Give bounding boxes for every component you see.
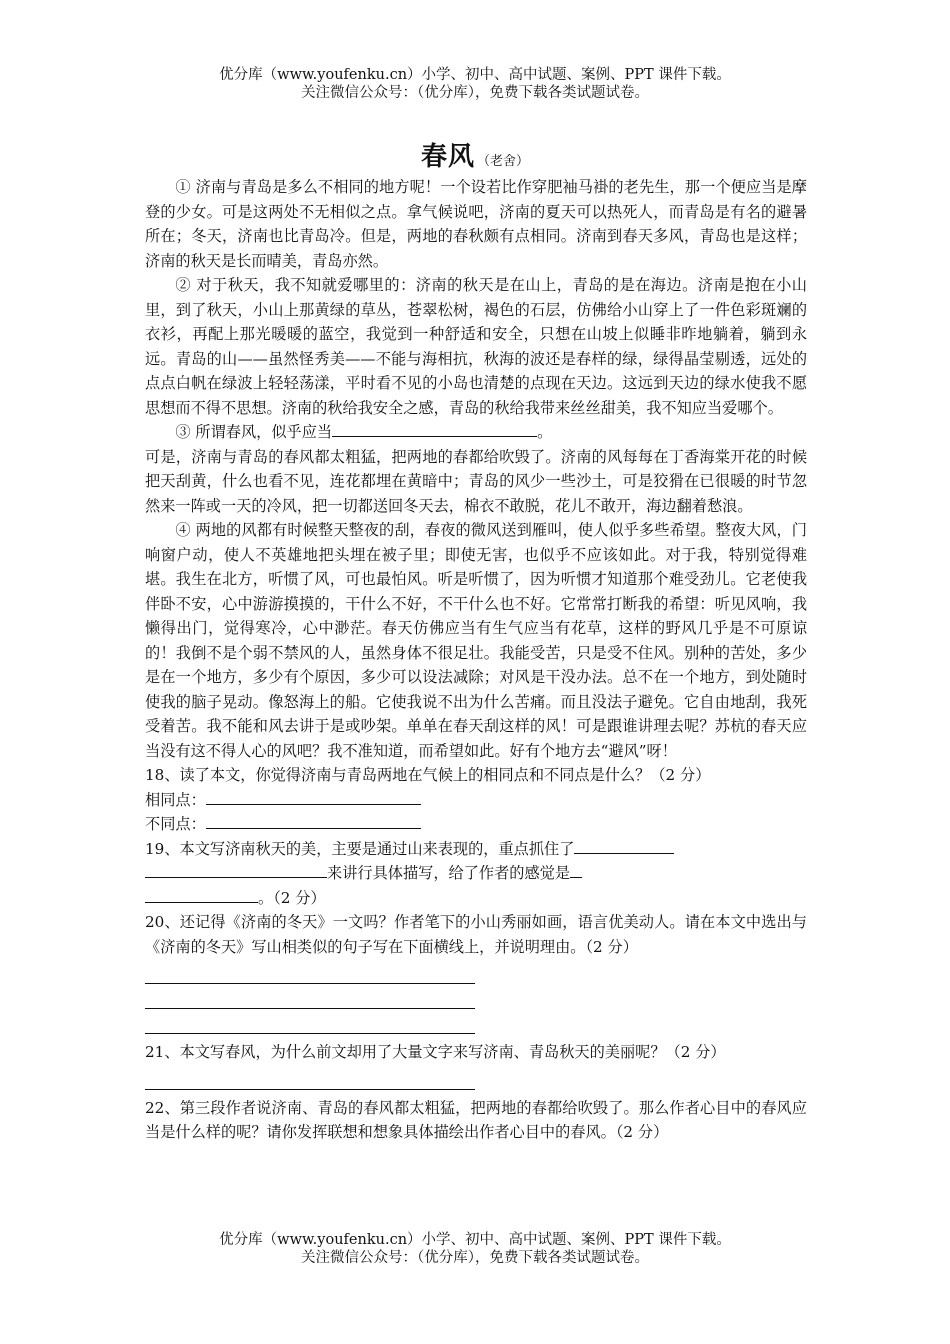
answer-blank[interactable] [332, 420, 537, 437]
paragraph-3-continued: 可是，济南与青岛的春风都太粗猛，把两地的春都给吹毁了。济南的风每每在丁香海棠开花的时候把天刮黄，什么也看不见，连花都埋在黄暗中；青岛的风少一些沙土，可是狡猾在已很暖的时节忽然来一阵或一天的冷风，把一切都送回冬天去，棉衣不敢脱，花儿不敢开，海边翻着愁浪。 [145, 447, 807, 515]
paragraph-1: ① 济南与青岛是多么不相同的地方呢！一个设若比作穿肥袖马褂的老先生，那一个便应当是摩登的少女。可是这两处不无相似之点。拿气候说吧，济南的夏天可以热死人，而青岛是有名的避暑所在；冬天，济南也比青岛冷。但是，两地的春秋颇有点相同。济南到春天多风，青岛也是这样；济南的秋天是长而晴美，青岛亦然。 [145, 178, 807, 270]
header-line-1: 优分库（www.youfenku.cn）小学、初中、高中试题、案例、PPT 课件下载。 [219, 67, 731, 83]
q20-answer-line-2[interactable] [145, 984, 475, 1009]
page-header [0, 66, 950, 102]
q18-same-row [145, 788, 807, 813]
footer-line-1: 优分库（www.youfenku.cn）小学、初中、高中试题、案例、PPT 课件下载。 [219, 1232, 731, 1248]
q18-diff-label: 不同点： [145, 815, 206, 833]
q18-diff-row [145, 812, 807, 837]
q19-blank-2-cont[interactable] [145, 886, 258, 903]
q20-answer-line-3[interactable] [145, 1009, 475, 1034]
footer-line-2: 关注微信公众号：（优分库），免费下载各类试题试卷。 [301, 1250, 649, 1266]
question-19 [145, 837, 807, 911]
q19-blank-1-cont[interactable] [145, 861, 327, 878]
question-21: 21、本文写春风，为什么前文却用了大量文字来写济南、青岛秋天的美丽呢？（2 分） [145, 1043, 726, 1061]
paragraph-3-text: ③ 所谓春风，似乎应当 [175, 423, 333, 441]
page-footer [0, 1231, 950, 1267]
q19-blank-2[interactable] [570, 861, 582, 878]
q19-blank-1[interactable] [574, 837, 674, 854]
question-18: 18、读了本文，你觉得济南与青岛两地在气候上的相同点和不同点是什么？（2 分） [145, 766, 711, 784]
question-20: 20、还记得《济南的冬天》一文吗？作者笔下的小山秀丽如画，语言优美动人。请在本文中选出与《济南的冬天》写山相类似的句子写在下面横线上，并说明理由。（2 分） [145, 913, 807, 956]
article-author: （老舍） [477, 154, 530, 169]
paragraph-4: ④ 两地的风都有时候整天整夜的刮，春夜的微风送到雁叫，使人似乎多些希望。整夜大风，门响窗户动，使人不英雄地把头埋在被子里；即使无害，也似乎不应该如此。对于我，特别觉得难堪。我生在北方，听惯了风，可也最怕风。听是听惯了，因为听惯才知道那个难受劲儿。它老使我伴卧不安，心中游游摸摸的，干什么不好，不干什么也不好。它常常打断我的希望：听见风响，我懒得出门，觉得寒冷，心中渺茫。春天仿佛应当有生气应当有花草，这样的野风几乎是不可原谅的！我倒不是个弱不禁风的人，虽然身体不很足壮。我能受苦，只是受不住风。别种的苦处，多少是在一个地方，多少有个原因，多少可以设法减除；对风是干没办法。总不在一个地方，到处随时使我的脑子晃动。像怒海上的船。它使我说不出为什么苦痛。而且没法子避免。它自由地刮，我死受着苦。我不能和风去讲于是或吵架。单单在春天刮这样的风！可是跟谁讲理去呢？苏杭的春天应当没有这不得人心的风吧？我不准知道，而希望如此。好有个地方去“避风”呀！ [145, 521, 807, 760]
q18-same-label: 相同点： [145, 790, 206, 809]
paragraph-2: ② 对于秋天，我不知就爱哪里的：济南的秋天是在山上，青岛的是在海边。济南是抱在小山里，到了秋天，小山上那黄绿的草丛，苍翠松树，褐色的石层，仿佛给小山穿上了一件色彩斑斓的衣衫，再配上那光暖暖的蓝空，我觉到一种舒适和安全，只想在山坡上似睡非昨地躺着，躺到永远。青岛的山——虽然怪秀美——不能与海相抗，秋海的波还是春样的绿，绿得晶莹剔透，远处的点点白帆在绿波上轻轻荡漾，平时看不见的小岛也清楚的点现在天边。这远到天边的绿水使我不愿思想而不得不思想。济南的秋给我安全之感，青岛的秋给我带来丝丝甜美，我不知应当爱哪个。 [145, 276, 807, 417]
article-body [145, 175, 807, 1145]
q19-text-b: 来讲行具体描写，给了作者的感觉是 [327, 864, 570, 882]
q18-same-blank[interactable] [206, 788, 421, 805]
q19-text-a: 19、本文写济南秋天的美，主要是通过山来表现的，重点抓住了 [145, 839, 575, 858]
header-line-2: 关注微信公众号：（优分库），免费下载各类试题试卷。 [301, 85, 649, 101]
q20-answer-line-1[interactable] [145, 959, 475, 984]
article-title: 春风 [420, 142, 475, 172]
q18-diff-blank[interactable] [206, 812, 421, 829]
q19-text-c: 。（2 分） [258, 888, 326, 907]
title-block [0, 136, 950, 173]
paragraph-3-start [145, 420, 807, 445]
question-22: 22、第三段作者说济南、青岛的春风都太粗猛，把两地的春都给吹毁了。那么作者心目中的春风应当是什么样的呢？请你发挥联想和想象具体描绘出作者心目中的春风。（2 分） [145, 1098, 807, 1141]
paragraph-3-end: 。 [537, 423, 553, 441]
q21-answer-line[interactable] [145, 1065, 475, 1090]
